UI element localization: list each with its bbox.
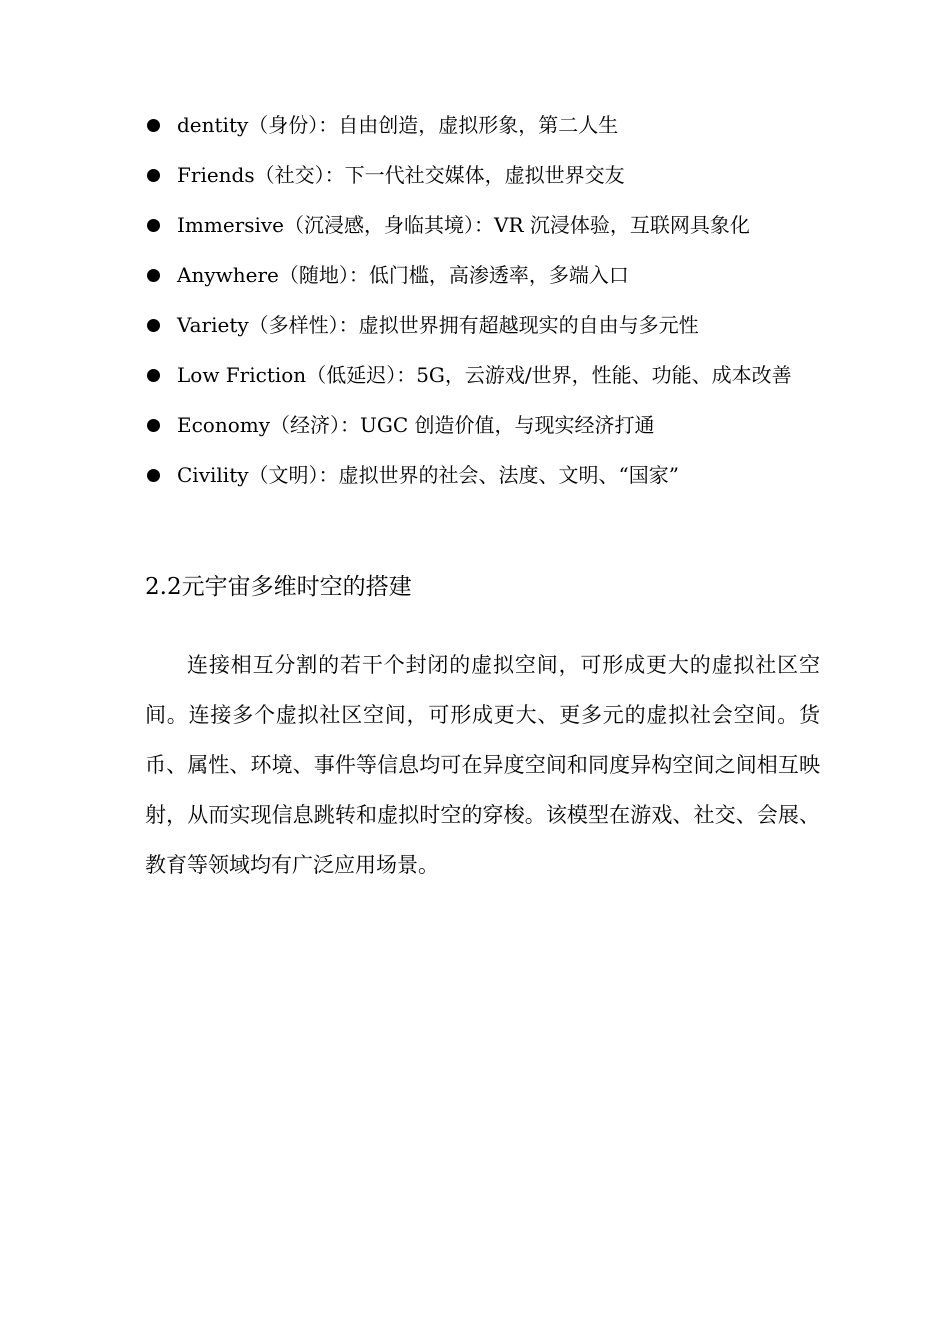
list-item-text: Variety（多样性）：虚拟世界拥有超越现实的自由与多元性: [177, 313, 699, 337]
list-item-text: dentity（身份）：自由创造，虚拟形象，第二人生: [177, 113, 619, 137]
list-item-text: Friends（社交）：下一代社交媒体，虚拟世界交友: [177, 163, 625, 187]
section-heading: 2.2元宇宙多维时空的搭建: [145, 574, 412, 600]
bullet-dot-icon: [147, 269, 160, 282]
list-item: [145, 400, 825, 450]
bullet-dot-icon: [147, 369, 160, 382]
list-item-text: Civility（文明）：虚拟世界的社会、法度、文明、“国家”: [177, 463, 679, 487]
list-item: [145, 250, 825, 300]
list-item-text: Anywhere（随地）：低门槛，高渗透率，多端入口: [177, 263, 629, 287]
list-item: [145, 450, 825, 500]
list-item: [145, 150, 825, 200]
list-item-text: Economy（经济）：UGC 创造价值，与现实经济打通: [177, 413, 655, 437]
list-item: [145, 300, 825, 350]
list-item-text: Low Friction（低延迟）：5G，云游戏/世界，性能、功能、成本改善: [177, 363, 792, 387]
bullet-list: [145, 100, 825, 500]
list-item-text: Immersive（沉浸感，身临其境）：VR 沉浸体验，互联网具象化: [177, 213, 750, 237]
bullet-dot-icon: [147, 469, 160, 482]
list-item: [145, 350, 825, 400]
bullet-dot-icon: [147, 169, 160, 182]
bullet-dot-icon: [147, 219, 160, 232]
list-item: [145, 100, 825, 150]
body-paragraph: 连接相互分割的若干个封闭的虚拟空间，可形成更大的虚拟社区空间。连接多个虚拟社区空间，可形成更大、更多元的虚拟社会空间。货币、属性、环境、事件等信息均可在异度空间和同度异构空间之间相互映射，从而实现信息跳转和虚拟时空的穿梭。该模型在游戏、社交、会展、教育等领域均有广泛应用场景。: [145, 653, 820, 877]
list-item: [145, 200, 825, 250]
bullet-dot-icon: [147, 319, 160, 332]
bullet-dot-icon: [147, 419, 160, 432]
bullet-dot-icon: [147, 119, 160, 132]
